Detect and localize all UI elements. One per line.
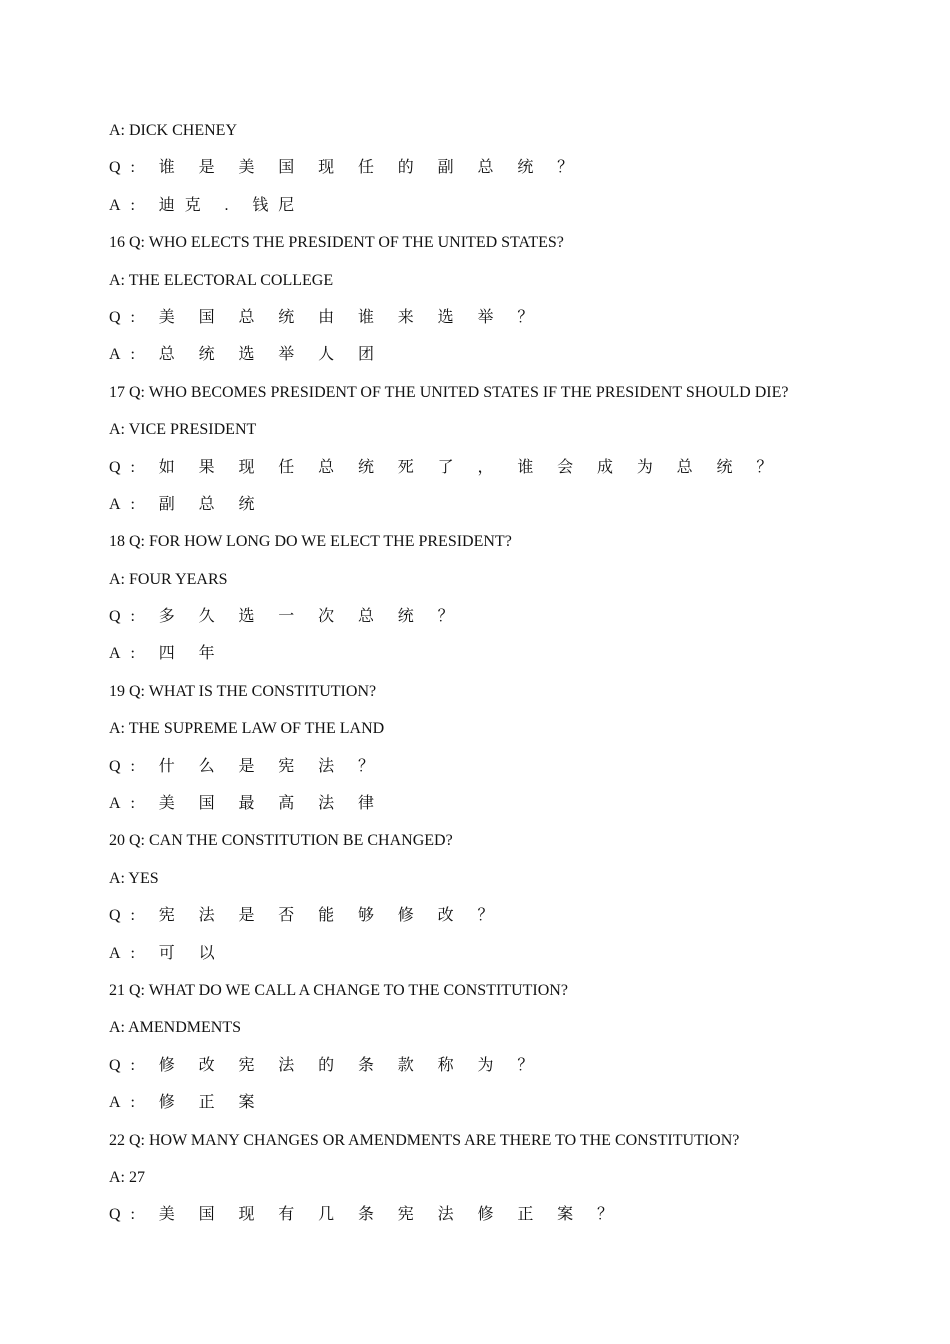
answer-line: A: THE ELECTORAL COLLEGE [109,271,334,289]
answer-translation-line: A: 副 总 统 [109,495,265,513]
answer-translation-line: A: 美 国 最 高 法 律 [109,795,384,813]
question-translation-line: Q: 谁 是 美 国 现 任 的 副 总 统 ？ [109,159,584,177]
answer-line: A: DICK CHENEY [109,122,237,139]
question-translation-line: Q: 修 改 宪 法 的 条 款 称 为 ？ [109,1056,544,1074]
answer-line: A: 27 [109,1168,145,1186]
answer-translation-line: A: 迪克 . 钱尼 [109,196,305,214]
question-translation-line: Q: 美 国 总 统 由 谁 来 选 举 ？ [109,308,544,326]
question-line: 17 Q: WHO BECOMES PRESIDENT OF THE UNITED STATES IF THE PRESIDENT SHOULD DIE? [109,383,789,401]
question-translation-line: Q: 多 久 选 一 次 总 统 ？ [109,608,464,626]
question-translation-line: Q: 什 么 是 宪 法 ？ [109,757,384,775]
answer-translation-line: A: 四 年 [109,645,225,663]
question-line: 20 Q: CAN THE CONSTITUTION BE CHANGED? [109,832,453,850]
answer-line: A: YES [109,869,159,887]
answer-line: A: VICE PRESIDENT [109,421,257,439]
answer-line: A: FOUR YEARS [109,570,228,588]
answer-translation-line: A: 总 统 选 举 人 团 [109,346,384,364]
question-translation-line: Q: 宪 法 是 否 能 够 修 改 ？ [109,907,504,925]
answer-translation-line: A: 修 正 案 [109,1094,265,1112]
question-line: 21 Q: WHAT DO WE CALL A CHANGE TO THE CONSTITUTION? [109,981,568,999]
answer-line: A: THE SUPREME LAW OF THE LAND [109,720,385,738]
question-line: 16 Q: WHO ELECTS THE PRESIDENT OF THE UNITED STATES? [109,234,564,252]
question-line: 19 Q: WHAT IS THE CONSTITUTION? [109,682,377,700]
question-line: 22 Q: HOW MANY CHANGES OR AMENDMENTS ARE THERE TO THE CONSTITUTION? [109,1131,740,1149]
answer-line: A: AMENDMENTS [109,1019,242,1037]
qa-text-block [109,118,909,1240]
question-translation-line: Q: 美 国 现 有 几 条 宪 法 修 正 案 ？ [109,1206,623,1224]
answer-translation-line: A: 可 以 [109,944,225,962]
question-line: 18 Q: FOR HOW LONG DO WE ELECT THE PRESIDENT? [109,533,512,551]
question-translation-line: Q: 如 果 现 任 总 统 死 了 ， 谁 会 成 为 总 统 ？ [109,458,783,476]
